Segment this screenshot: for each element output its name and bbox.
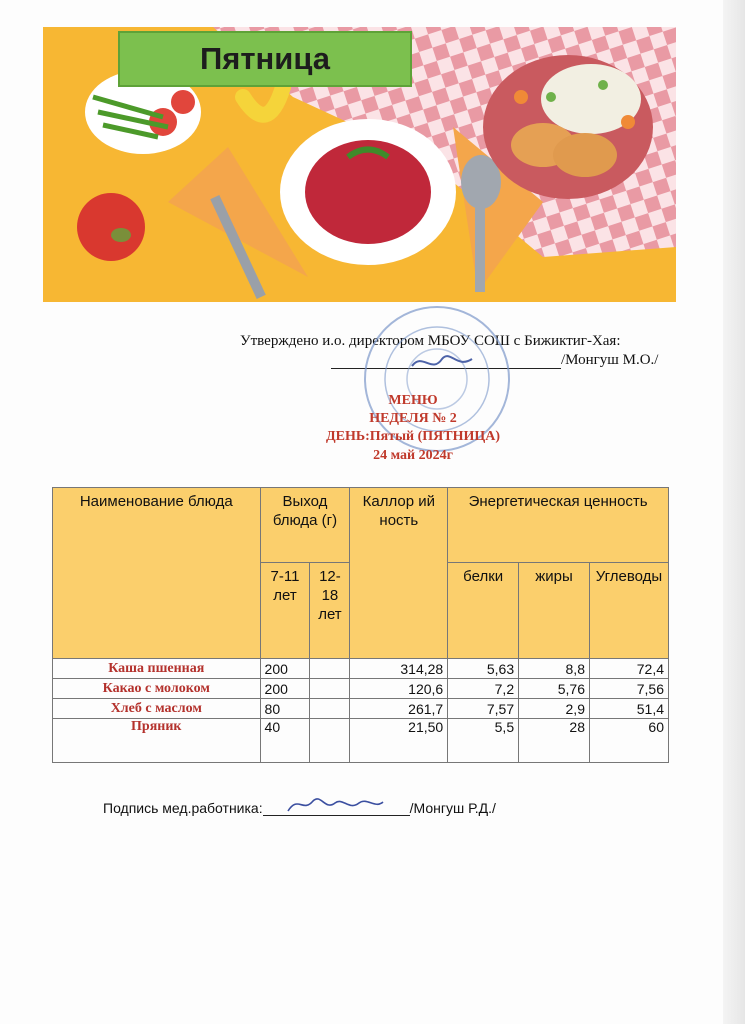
dish-name: Хлеб с маслом [53, 699, 261, 719]
calories: 261,7 [350, 699, 448, 719]
dish-name: Каша пшенная [53, 659, 261, 679]
output-7-11: 200 [260, 679, 310, 699]
director-name: /Монгуш М.О./ [561, 352, 659, 368]
approval-text: Утверждено и.о. директором МБОУ СОШ с Бижиктиг-Хая: [240, 333, 621, 349]
protein: 7,57 [448, 699, 519, 719]
calories: 314,28 [350, 659, 448, 679]
medical-signature-line [103, 800, 496, 816]
sub-header-carbs: Углеводы [589, 563, 668, 659]
output-7-11: 80 [260, 699, 310, 719]
col-header-dish: Наименование блюда [53, 488, 261, 659]
output-7-11: 40 [260, 719, 310, 763]
table-row [53, 719, 669, 763]
fat: 8,8 [519, 659, 590, 679]
day-title: Пятница [118, 31, 412, 87]
output-12-18 [310, 719, 350, 763]
sub-header-age-7-11: 7-11 лет [260, 563, 310, 659]
fat: 2,9 [519, 699, 590, 719]
sub-header-age-12-18: 12-18 лет [310, 563, 350, 659]
dish-name: Пряник [53, 719, 261, 763]
output-12-18 [310, 699, 350, 719]
table-row [53, 679, 669, 699]
col-header-output: Выход блюда (г) [260, 488, 350, 563]
carbs: 60 [589, 719, 668, 763]
signature-blank [263, 801, 410, 816]
sub-header-fat: жиры [519, 563, 590, 659]
output-12-18 [310, 679, 350, 699]
week-heading: НЕДЕЛЯ № 2 [369, 411, 457, 426]
col-header-energy: Энергетическая ценность [448, 488, 669, 563]
calories: 120,6 [350, 679, 448, 699]
fat: 28 [519, 719, 590, 763]
carbs: 51,4 [589, 699, 668, 719]
medical-worker-name: /Монгуш Р.Д./ [409, 800, 496, 816]
menu-heading: МЕНЮ [388, 393, 438, 408]
carbs: 72,4 [589, 659, 668, 679]
menu-table [52, 487, 669, 763]
protein: 5,5 [448, 719, 519, 763]
output-12-18 [310, 659, 350, 679]
sub-header-protein: белки [448, 563, 519, 659]
col-header-calories: Каллор ий ность [350, 488, 448, 659]
fat: 5,76 [519, 679, 590, 699]
protein: 7,2 [448, 679, 519, 699]
day-heading: ДЕНЬ:Пятый (ПЯТНИЦА) [325, 429, 501, 444]
table-row [53, 659, 669, 679]
handwritten-signature [283, 793, 430, 815]
table-row [53, 699, 669, 719]
calories: 21,50 [350, 719, 448, 763]
carbs: 7,56 [589, 679, 668, 699]
dish-name: Какао с молоком [53, 679, 261, 699]
protein: 5,63 [448, 659, 519, 679]
scan-edge [723, 0, 745, 1024]
medical-signature-label: Подпись мед.работника: [103, 800, 263, 816]
date-heading: 24 май 2024г [373, 448, 453, 463]
output-7-11: 200 [260, 659, 310, 679]
